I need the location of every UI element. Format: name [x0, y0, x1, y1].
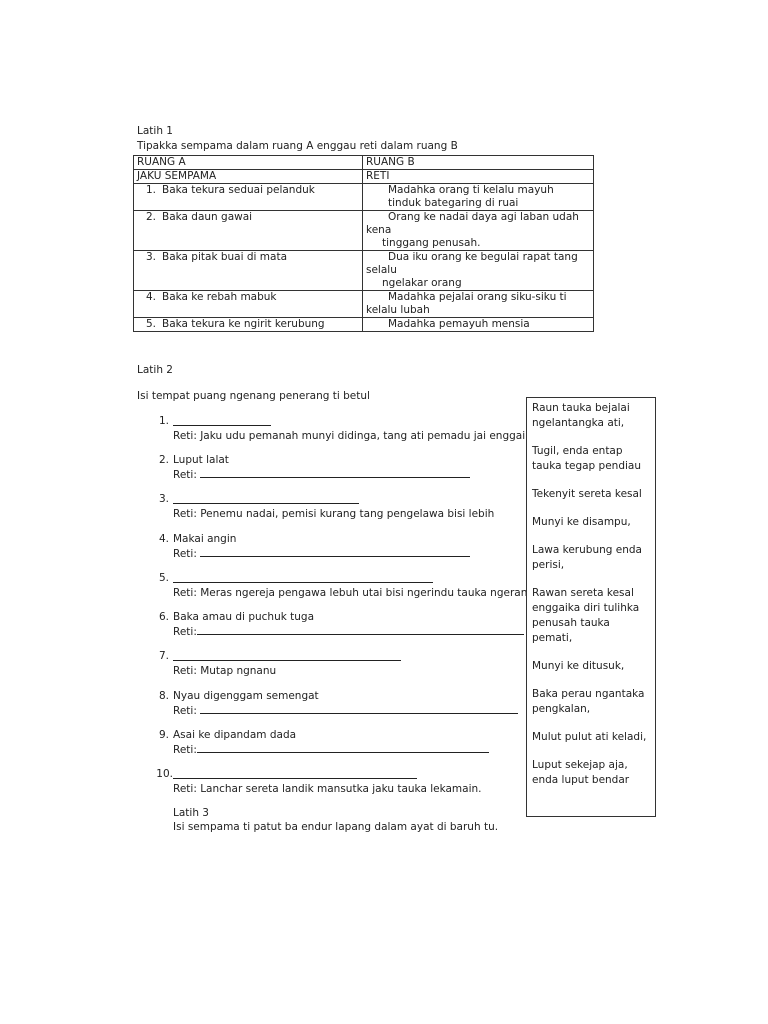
latih3-title: Latih 3 — [173, 807, 209, 819]
row-number: 4. — [145, 291, 156, 303]
question-reti: Reti: Penemu nadai, pemisi kurang tang pengelawa bisi lebih — [173, 508, 495, 520]
answer-blank[interactable] — [173, 572, 433, 583]
question-reti: Reti: — [173, 469, 201, 481]
option-item: Tugil, enda entap tauka tegap pendiau — [532, 445, 642, 472]
latih1-instruction: Tipakka sempama dalam ruang A enggau reti dalam ruang B — [137, 140, 458, 152]
question-number: 9. — [158, 729, 169, 741]
answer-blank[interactable] — [200, 703, 518, 714]
reti-text: Madahka orang ti kelalu mayuh — [388, 184, 554, 196]
reti-text: kelalu lubah — [366, 304, 430, 316]
latih2-instruction: Isi tempat puang ngenang penerang ti betul — [137, 390, 370, 402]
answer-blank[interactable] — [173, 493, 359, 504]
sempama-text: Baka tekura ke ngirit kerubung — [162, 318, 325, 330]
question-sempama: Baka amau di puchuk tuga — [173, 611, 315, 623]
question-reti: Reti: — [173, 705, 201, 717]
answer-blank[interactable] — [173, 650, 401, 661]
table-row — [134, 184, 594, 211]
answer-blank[interactable] — [200, 467, 470, 478]
reti-text: Madahka pemayuh mensia — [388, 318, 530, 330]
question-sempama: Asai ke dipandam dada — [173, 729, 297, 741]
table-row — [134, 251, 594, 291]
table-row — [134, 291, 594, 318]
answer-blank[interactable] — [200, 546, 470, 557]
option-item: Raun tauka bejalai ngelantangka ati, — [532, 402, 630, 429]
option-item: Baka perau ngantaka pengkalan, — [532, 688, 645, 715]
sempama-text: Baka tekura seduai pelanduk — [162, 184, 315, 196]
row-number: 3. — [145, 251, 156, 263]
subheader-jaku-sempama: JAKU SEMPAMA — [134, 170, 363, 184]
subheader-reti: RETI — [363, 170, 594, 184]
question-number: 8. — [158, 690, 169, 702]
option-item: Mulut pulut ati keladi, — [532, 731, 647, 743]
question-number: 1. — [158, 415, 169, 427]
header-ruang-a: RUANG A — [134, 156, 363, 170]
answer-blank[interactable] — [197, 624, 524, 635]
answer-blank[interactable] — [197, 742, 489, 753]
answer-options-box — [526, 397, 656, 817]
reti-text: Orang ke nadai daya agi laban udah — [388, 211, 579, 223]
row-number: 1. — [145, 184, 156, 196]
question-number: 7. — [158, 650, 169, 662]
reti-text: tinduk bategaring di ruai — [388, 197, 519, 209]
matching-table — [133, 155, 594, 332]
option-item: Munyi ke ditusuk, — [532, 660, 625, 672]
sempama-text: Baka daun gawai — [162, 211, 253, 223]
latih2-title: Latih 2 — [137, 364, 173, 376]
latih1-title: Latih 1 — [137, 125, 173, 137]
question-sempama: Nyau digenggam semengat — [173, 690, 319, 702]
option-item: Tekenyit sereta kesal — [532, 488, 642, 500]
reti-text: ngelakar orang — [382, 277, 462, 289]
option-item: Rawan sereta kesal enggaika diri tulihka penusah tauka pemati, — [532, 587, 640, 644]
option-item: Lawa kerubung enda perisi, — [532, 544, 642, 571]
table-header-row — [134, 156, 594, 170]
option-item: Munyi ke disampu, — [532, 516, 631, 528]
row-number: 5. — [145, 318, 156, 330]
question-sempama: Luput lalat — [173, 454, 229, 466]
question-reti: Reti: Lanchar sereta landik mansutka jaku tauka lekamain. — [173, 783, 482, 795]
question-number: 3. — [158, 493, 169, 505]
question-number: 5. — [158, 572, 169, 584]
question-number: 4. — [158, 533, 169, 545]
reti-text: Dua iku orang ke begulai rapat tang — [388, 251, 578, 263]
question-reti: Reti: Meras ngereja pengawa lebuh utai bisi ngerindu tauka ngeran — [173, 587, 528, 599]
question-sempama: Makai angin — [173, 533, 237, 545]
reti-text: selalu — [366, 264, 397, 276]
reti-text: kena — [366, 224, 392, 236]
table-row — [134, 211, 594, 251]
question-reti: Reti: Jaku udu pemanah munyi didinga, tang ati pemadu jai enggai — [173, 430, 526, 442]
question-reti: Reti: — [173, 548, 201, 560]
question-number: 10. — [156, 768, 173, 780]
option-item: Luput sekejap aja, enda luput bendar — [532, 759, 630, 786]
row-number: 2. — [145, 211, 156, 223]
reti-text: Madahka pejalai orang siku-siku ti — [388, 291, 567, 303]
question-reti: Reti: Mutap ngnanu — [173, 665, 277, 677]
question-reti: Reti: — [173, 626, 197, 638]
reti-text: tinggang penusah. — [382, 237, 481, 249]
header-ruang-b: RUANG B — [363, 156, 594, 170]
table-row — [134, 318, 594, 332]
sempama-text: Baka pitak buai di mata — [162, 251, 288, 263]
answer-blank[interactable] — [173, 415, 271, 426]
question-reti: Reti: — [173, 744, 197, 756]
question-number: 6. — [158, 611, 169, 623]
answer-blank[interactable] — [173, 768, 417, 779]
question-number: 2. — [158, 454, 169, 466]
sempama-text: Baka ke rebah mabuk — [162, 291, 277, 303]
latih3-instruction: Isi sempama ti patut ba endur lapang dalam ayat di baruh tu. — [173, 821, 499, 833]
table-subheader-row — [134, 170, 594, 184]
